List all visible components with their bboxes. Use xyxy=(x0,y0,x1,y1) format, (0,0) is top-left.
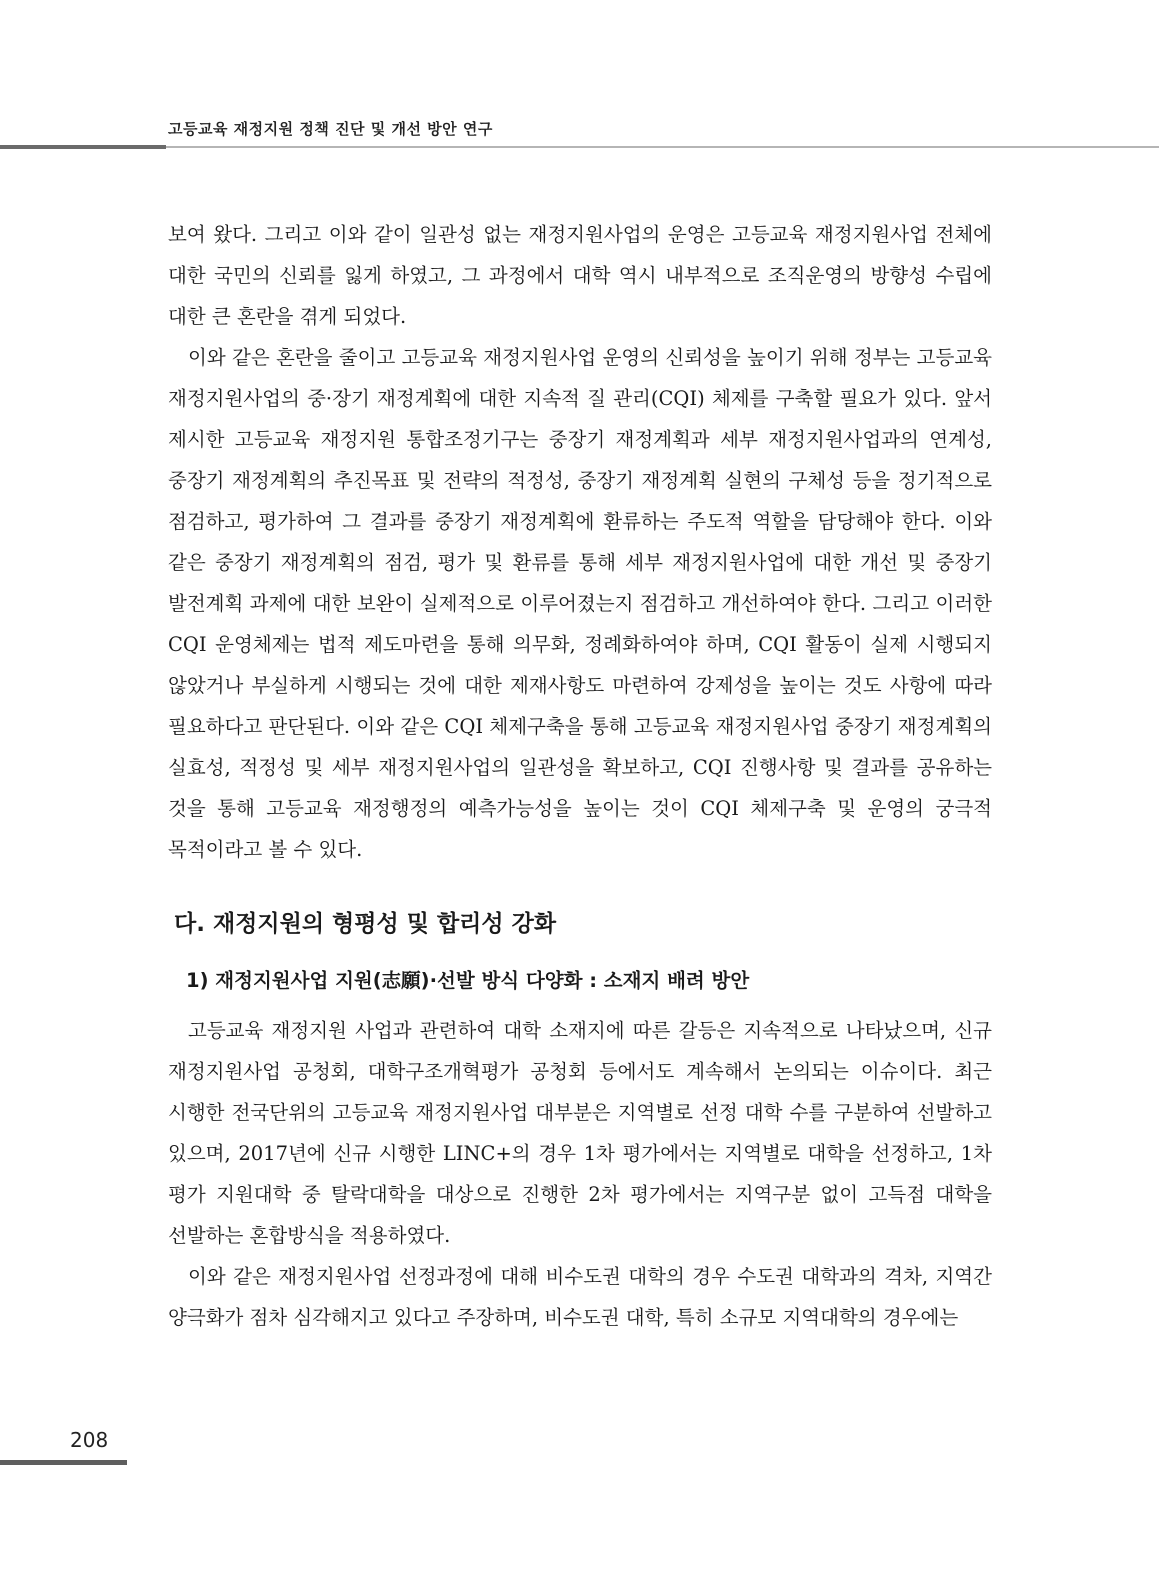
body-paragraph-4: 이와 같은 재정지원사업 선정과정에 대해 비수도권 대학의 경우 수도권 대학과의 격차, 지역간 양극화가 점차 심각해지고 있다고 주장하며, 비수도권 대학, 특히 소규모 지역대학의 경우에는 xyxy=(168,1265,992,1329)
header-rule-accent xyxy=(0,145,166,149)
body-paragraph-1: 보여 왔다. 그리고 이와 같이 일관성 없는 재정지원사업의 운영은 고등교육 재정지원사업 전체에 대한 국민의 신뢰를 잃게 하였고, 그 과정에서 대학 역시 내부적으로 조직운영의 방향성 수립에 대한 큰 혼란을 겪게 되었다. xyxy=(168,223,992,328)
body-paragraph-2: 이와 같은 혼란을 줄이고 고등교육 재정지원사업 운영의 신뢰성을 높이기 위해 정부는 고등교육 재정지원사업의 중·장기 재정계획에 대한 지속적 질 관리(CQI) 체제를 구축할 필요가 있다. 앞서 제시한 고등교육 재정지원 통합조정기구는 중장기 재정계획과 세부 재정지원사업과의 연계성, 중장기 재정계획의 추진목표 및 전략의 적정성, 중장기 재정계획 실현의 구체성 등을 정기적으로 점검하고, 평가하여 그 결과를 중장기 재정계획에 환류하는 주도적 역할을 담당해야 한다. 이와 같은 중장기 재정계획의 점검, 평가 및 환류를 통해 세부 재정지원사업에 대한 개선 및 중장기 발전계획 과제에 대한 보완이 실제적으로 이루어졌는지 점검하고 개선하여야 한다. 그리고 이러한 CQI 운영체제는 법적 제도마련을 통해 의무화, 정례화하여야 하며, CQI 활동이 실제 시행되지 않았거나 부실하게 시행되는 것에 대한 제재사항도 마련하여 강제성을 높이는 것도 사항에 따라 필요하다고 판단된다. 이와 같은 CQI 체제구축을 통해 고등교육 재정지원사업 중장기 재정계획의 실효성, 적정성 및 세부 재정지원사업의 일관성을 확보하고, CQI 진행사항 및 결과를 공유하는 것을 통해 고등교육 재정행정의 예측가능성을 높이는 것이 CQI 체제구축 및 운영의 궁극적 목적이라고 볼 수 있다. xyxy=(168,346,992,861)
page-number: 208 xyxy=(70,1428,109,1452)
sub-heading: 1) 재정지원사업 지원(志願)·선발 방식 다양화 : 소재지 배려 방안 xyxy=(186,969,750,992)
footer-rule xyxy=(0,1460,127,1465)
body-paragraph-3: 고등교육 재정지원 사업과 관련하여 대학 소재지에 따른 갈등은 지속적으로 나타났으며, 신규 재정지원사업 공청회, 대학구조개혁평가 공청회 등에서도 계속해서 논의되는 이슈이다. 최근 시행한 전국단위의 고등교육 재정지원사업 대부분은 지역별로 선정 대학 수를 구분하여 선발하고 있으며, 2017년에 신규 시행한 LINC+의 경우 1차 평가에서는 지역별로 대학을 선정하고, 1차 평가 지원대학 중 탈락대학을 대상으로 진행한 2차 평가에서는 지역구분 없이 고득점 대학을 선발하는 혼합방식을 적용하였다. xyxy=(168,1019,992,1247)
page-body xyxy=(168,214,992,1338)
section-heading: 다. 재정지원의 형평성 및 합리성 강화 xyxy=(174,911,557,937)
header-rule xyxy=(166,146,1159,148)
running-header-title: 고등교육 재정지원 정책 진단 및 개선 방안 연구 xyxy=(168,120,493,138)
